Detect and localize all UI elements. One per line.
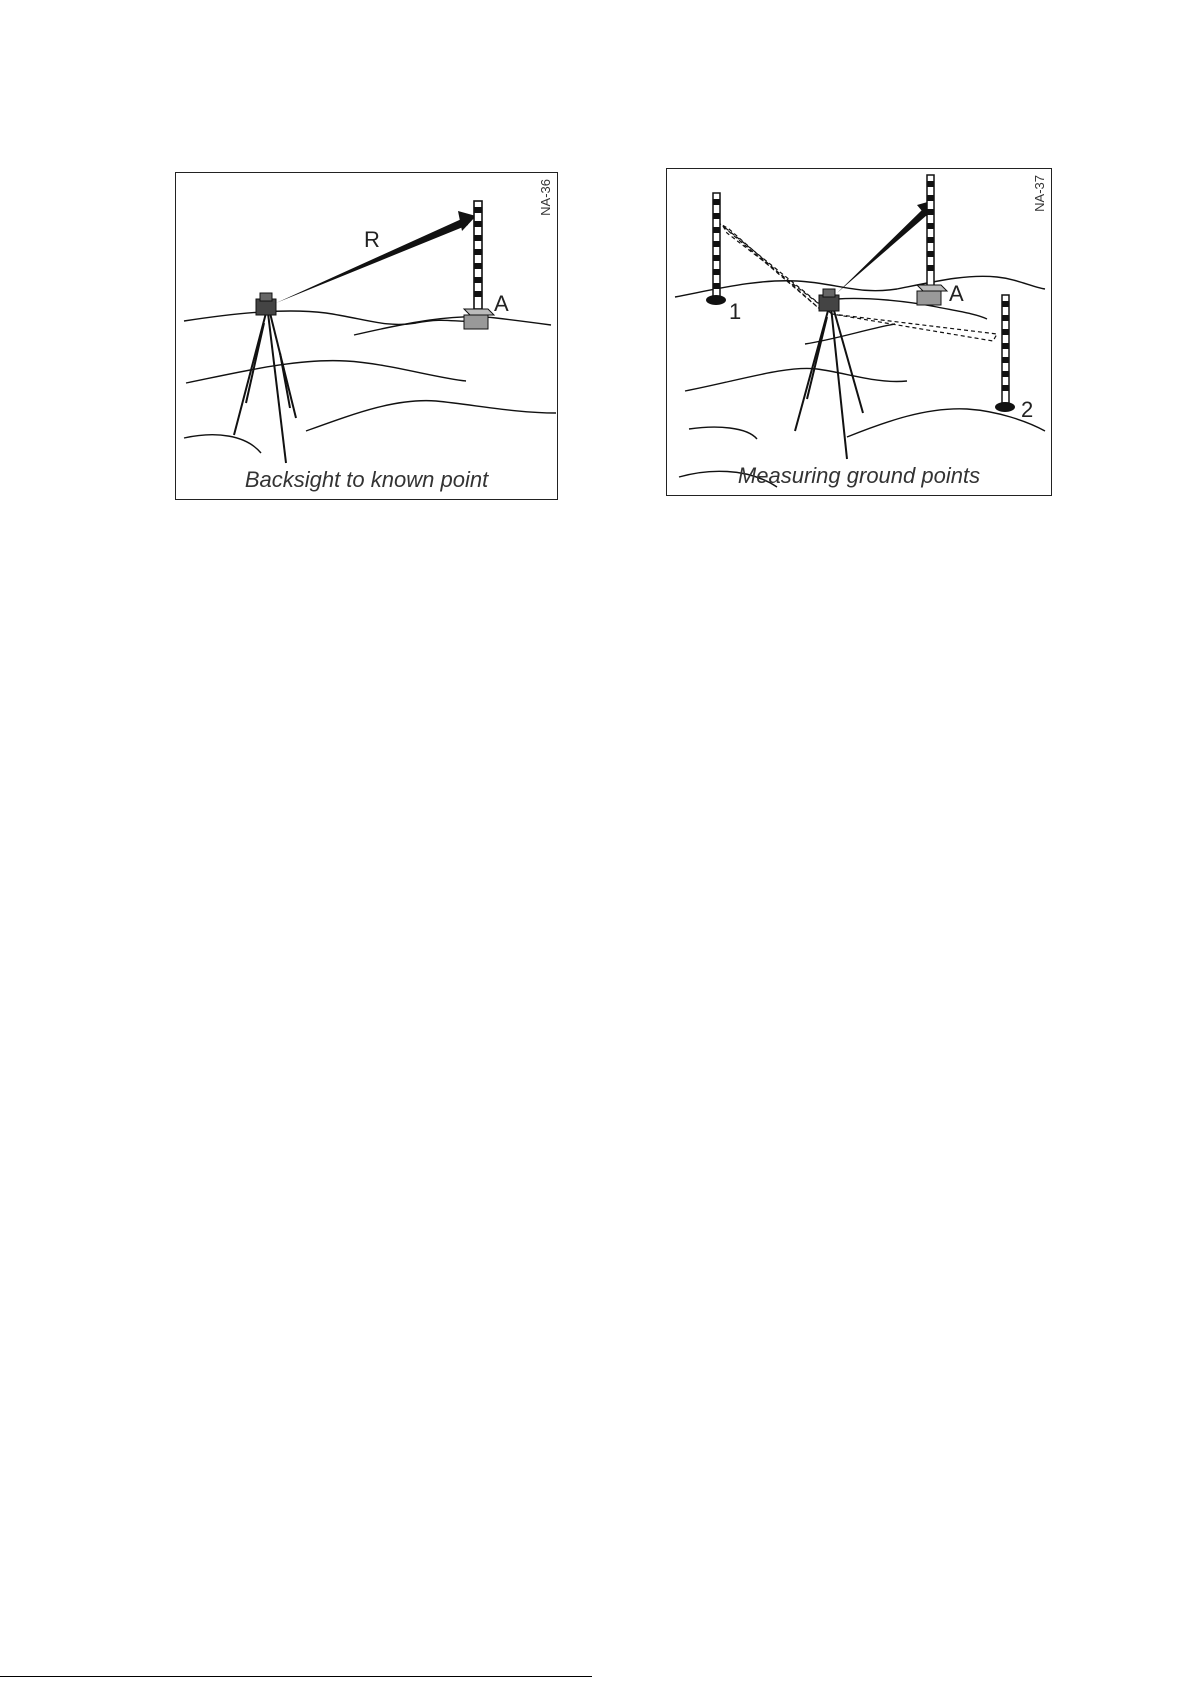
prism-rod-icon [917,175,947,305]
total-station-icon [256,293,276,315]
tripod-icon [795,307,863,459]
figure-backsight [175,172,558,500]
sight-ray-arrow [837,209,927,293]
figure-caption: Measuring ground points [737,463,981,488]
point-a-label: A [494,291,509,316]
backsight-illustration [176,173,559,501]
prism-rod-icon [474,201,482,309]
point-a-label: A [949,281,964,306]
footnote-rule [0,1676,592,1677]
ray-label: R [364,227,380,252]
figure-id: NA-36 [538,179,553,216]
figure-id: NA-37 [1032,175,1047,212]
total-station-icon [819,289,839,311]
figure-caption: Backsight to known point [244,467,489,492]
point-2-label: 2 [1021,397,1034,422]
terrain-lines [184,311,556,453]
rod-point-2-icon [995,295,1015,412]
ground-points-illustration [667,169,1053,497]
figure-ground-points [666,168,1052,496]
benchmark-block-icon [464,309,494,329]
point-1-label: 1 [729,299,742,324]
